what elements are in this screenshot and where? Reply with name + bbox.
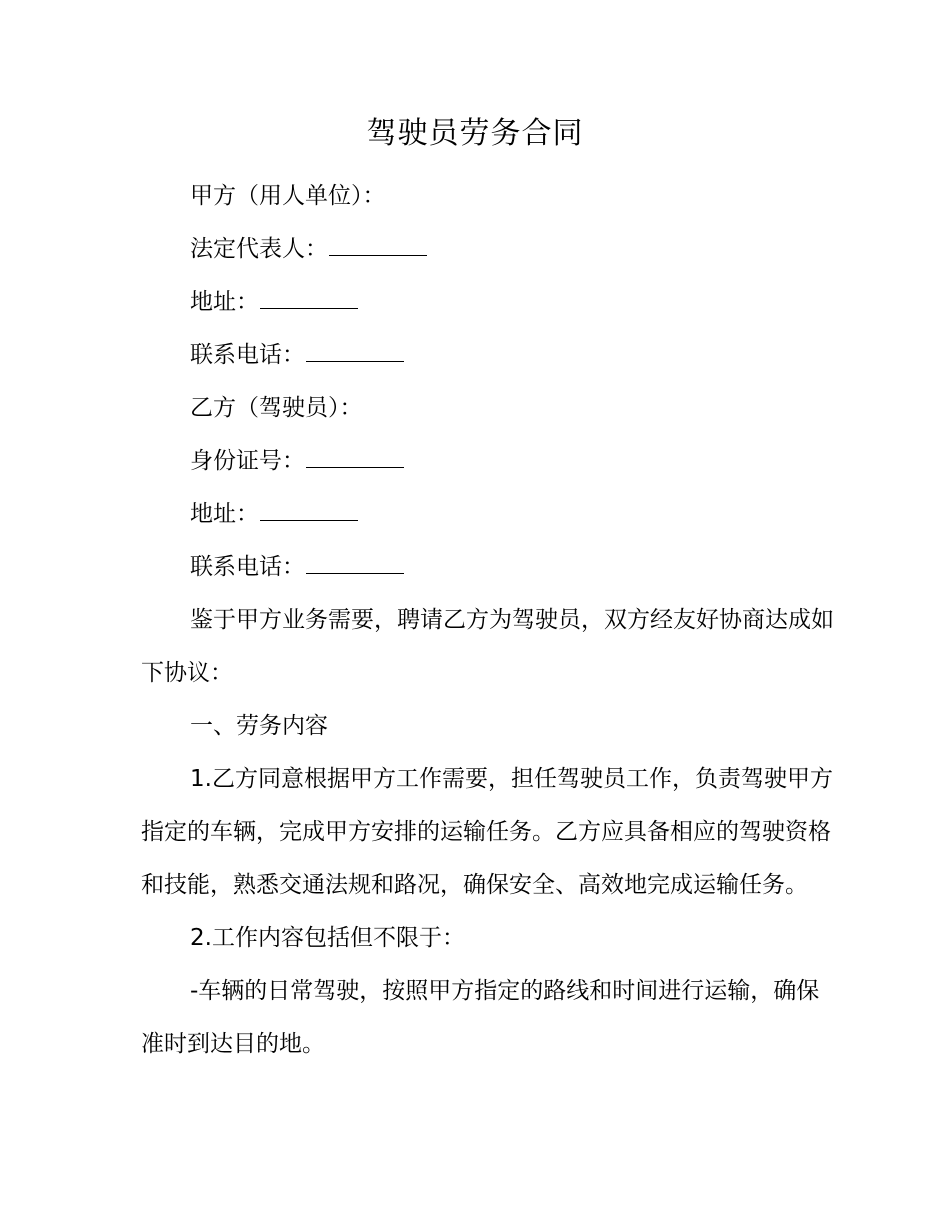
party-a-phone-label: 联系电话： <box>190 342 305 368</box>
party-b-id-blank <box>306 443 404 468</box>
clause-1-paragraph: 1.乙方同意根据甲方工作需要，担任驾驶员工作，负责驾驶甲方指定的车辆，完成甲方安排的运输任务。乙方应具备相应的驾驶资格和技能，熟悉交通法规和路况，确保安全、高效地完成运输任务。 <box>141 766 833 898</box>
section-1-heading: 一、劳务内容 <box>190 713 328 739</box>
party-b-address-line <box>141 488 841 541</box>
party-a-address-label: 地址： <box>190 289 259 315</box>
party-a-phone-line <box>141 329 841 382</box>
party-a-phone-blank <box>306 337 404 362</box>
party-b-phone-line <box>141 541 841 594</box>
party-b-id-label: 身份证号： <box>190 448 305 474</box>
document-body <box>141 170 841 1071</box>
document-title: 驾驶员劳务合同 <box>366 116 584 151</box>
party-a-address-line <box>141 276 841 329</box>
party-a-representative-label: 法定代表人： <box>190 236 328 262</box>
party-b-id-line <box>141 435 841 488</box>
party-a-address-blank <box>260 284 358 309</box>
party-b-address-label: 地址： <box>190 501 259 527</box>
clause-2-item-1-paragraph: -车辆的日常驾驶，按照甲方指定的路线和时间进行运输，确保准时到达目的地。 <box>141 978 820 1057</box>
party-b-phone-blank <box>306 549 404 574</box>
party-b-label: 乙方（驾驶员）： <box>190 395 363 421</box>
party-b-phone-label: 联系电话： <box>190 554 305 580</box>
clause-2-paragraph: 2.工作内容包括但不限于： <box>190 925 465 951</box>
party-a-representative-blank <box>329 231 427 256</box>
party-a-label: 甲方（用人单位）： <box>190 183 386 209</box>
party-a-representative-line <box>141 223 841 276</box>
preamble-paragraph: 鉴于甲方业务需要，聘请乙方为驾驶员，双方经友好协商达成如下协议： <box>141 607 834 686</box>
party-b-address-blank <box>260 496 358 521</box>
